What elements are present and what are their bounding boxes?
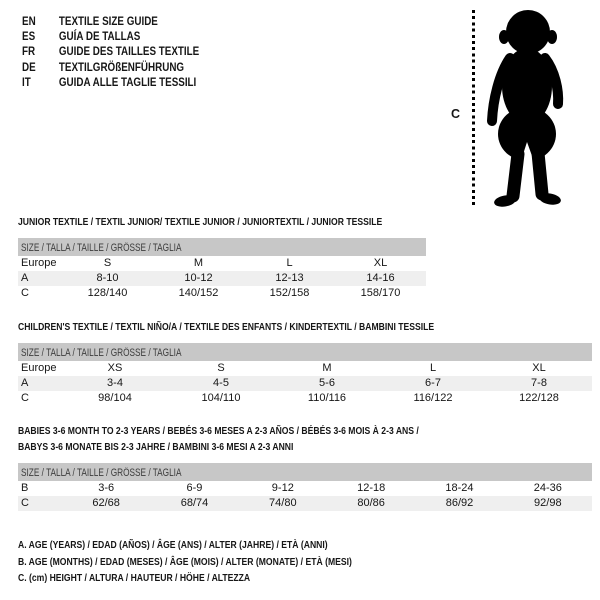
footnotes-list: [18, 537, 352, 587]
language-row: [22, 14, 199, 29]
language-code: FR: [22, 44, 36, 59]
size-cell: 104/110: [201, 392, 241, 404]
language-title: GUIDA ALLE TAGLIE TESSILI: [58, 74, 197, 89]
language-code: EN: [22, 14, 36, 28]
row-label: C: [21, 287, 29, 299]
table-row: [18, 376, 592, 391]
size-cell: S: [103, 257, 112, 269]
size-cell: 140/152: [178, 287, 219, 299]
size-cell: M: [322, 362, 332, 374]
table-row: [18, 481, 592, 496]
size-cell: 80/86: [327, 496, 415, 511]
language-code: ES: [22, 29, 36, 44]
language-row: [22, 60, 199, 75]
size-cell: 24-36: [533, 482, 562, 494]
size-cell: 158/170: [360, 287, 401, 299]
junior-size-table: [18, 256, 426, 301]
size-cell: 12-18: [357, 482, 386, 494]
size-cell: 14-16: [335, 271, 426, 286]
row-label: Europe: [21, 257, 57, 269]
size-cell: XS: [107, 362, 123, 374]
table-row: [18, 286, 426, 301]
size-header-bar-junior: [18, 238, 426, 256]
height-measure-line: [472, 10, 475, 206]
footnote: A. AGE (YEARS) / EDAD (AÑOS) / ÂGE (ANS) / ALTER (JAHRE) / ETÀ (ANNI): [18, 539, 328, 551]
size-cell: 68/74: [150, 496, 238, 511]
size-header-label: SIZE / TALLA / TAILLE / GRÖSSE / TAGLIA: [21, 347, 182, 359]
size-cell: 8-10: [62, 271, 153, 286]
row-label: A: [18, 376, 62, 391]
size-cell: 122/128: [519, 392, 559, 404]
language-title: TEXTILGRÖßENFÜHRUNG: [58, 59, 185, 74]
section-title-junior: JUNIOR TEXTILE / TEXTIL JUNIOR/ TEXTILE JUNIOR / JUNIORTEXTIL / JUNIOR TESSILE: [18, 216, 383, 228]
size-cell: XL: [532, 362, 546, 374]
size-cell: 128/140: [87, 287, 128, 299]
language-code: IT: [22, 74, 31, 89]
row-label: A: [18, 271, 62, 286]
size-cell: 98/104: [98, 392, 132, 404]
size-header-bar-babies: [18, 463, 592, 481]
size-cell: M: [193, 257, 204, 269]
size-cell: 12-13: [244, 271, 335, 286]
language-row: [22, 44, 199, 59]
size-cell: 6-9: [186, 482, 203, 494]
language-list: [22, 14, 199, 90]
table-row: [18, 271, 426, 286]
row-label: C: [21, 392, 29, 404]
section-title-babies-line1: BABIES 3-6 MONTH TO 2-3 YEARS / BEBÉS 3-6 MESES A 2-3 AÑOS / BÉBÉS 3-6 MOIS À 2-3 ANS /: [18, 425, 419, 437]
size-cell: 18-24: [445, 482, 474, 494]
size-cell: 10-12: [153, 271, 244, 286]
size-cell: 3-6: [98, 482, 115, 494]
table-row: [18, 256, 426, 271]
row-label: B: [21, 482, 29, 494]
size-cell: 4-5: [168, 376, 274, 391]
height-measure-label: C: [451, 107, 461, 121]
size-cell: 116/122: [413, 392, 453, 404]
size-header-label: SIZE / TALLA / TAILLE / GRÖSSE / TAGLIA: [21, 467, 182, 479]
size-cell: 86/92: [415, 496, 503, 511]
section-title-children: CHILDREN'S TEXTILE / TEXTIL NIÑO/A / TEXTILE DES ENFANTS / KINDERTEXTIL / BAMBINI TESSILE: [18, 321, 435, 333]
size-header-label: SIZE / TALLA / TAILLE / GRÖSSE / TAGLIA: [21, 242, 182, 254]
language-row: [22, 75, 199, 90]
babies-size-table: [18, 481, 592, 511]
toddler-silhouette-icon: [487, 8, 567, 213]
size-cell: 3-4: [62, 376, 168, 391]
size-cell: 92/98: [504, 496, 592, 511]
size-header-bar-children: [18, 343, 592, 361]
size-cell: 62/68: [62, 496, 150, 511]
language-title: TEXTILE SIZE GUIDE: [58, 14, 158, 28]
language-title: GUIDE DES TAILLES TEXTILE: [58, 44, 200, 59]
size-cell: 7-8: [486, 376, 592, 391]
size-cell: XL: [373, 257, 388, 269]
size-cell: 6-7: [380, 376, 486, 391]
language-title: GUÍA DE TALLAS: [58, 29, 141, 44]
row-label: Europe: [21, 362, 57, 374]
table-row: [18, 391, 592, 406]
size-cell: 9-12: [271, 482, 294, 494]
row-label: C: [18, 496, 62, 511]
size-cell: L: [429, 362, 437, 374]
section-title-babies-line2: BABYS 3-6 MONATE BIS 2-3 JAHRE / BAMBINI 3-6 MESI A 2-3 ANNI: [18, 441, 294, 453]
footnote: B. AGE (MONTHS) / EDAD (MESES) / ÂGE (MOIS) / ALTER (MONATE) / ETÀ (MESI): [18, 555, 352, 568]
table-row: [18, 361, 592, 376]
children-size-table: [18, 361, 592, 406]
size-cell: 152/158: [269, 287, 310, 299]
footnote: C. (cm) HEIGHT / ALTURA / HAUTEUR / HÖHE / ALTEZZA: [18, 572, 251, 585]
size-cell: L: [286, 257, 293, 269]
language-code: DE: [22, 59, 36, 74]
table-row: [18, 496, 592, 511]
size-cell: 5-6: [274, 376, 380, 391]
size-cell: 74/80: [239, 496, 327, 511]
language-row: [22, 29, 199, 44]
size-cell: 110/116: [307, 392, 347, 404]
size-cell: S: [217, 362, 225, 374]
